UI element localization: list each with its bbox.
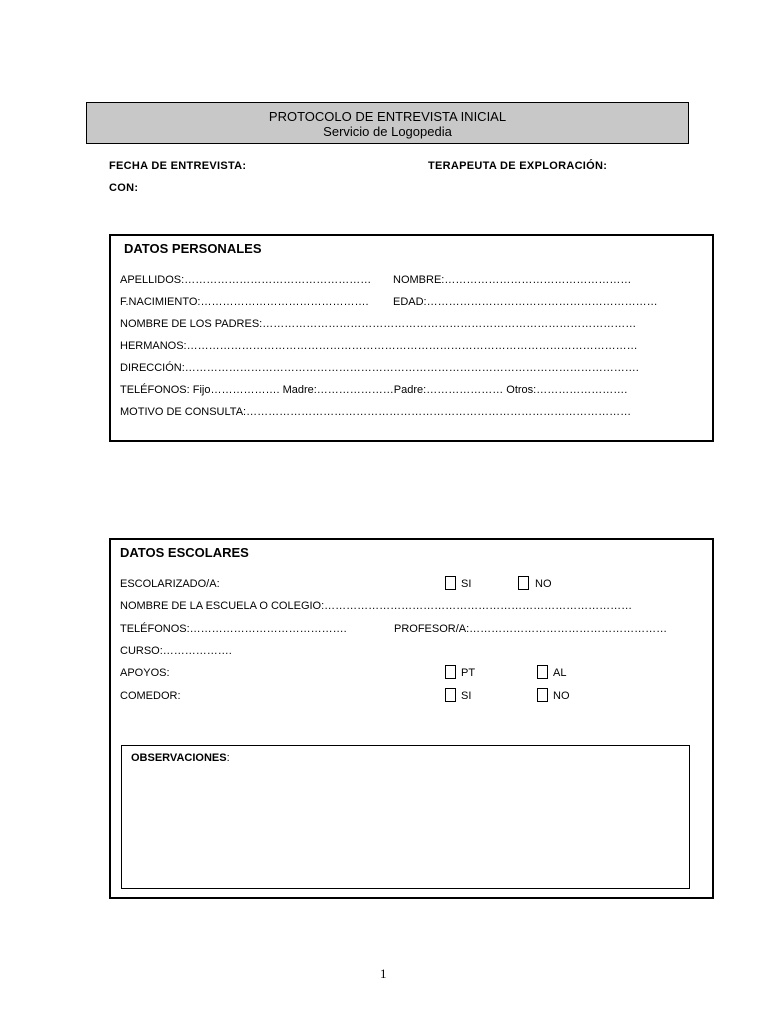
datos-escolares-title: DATOS ESCOLARES: [120, 545, 249, 560]
apoyos-al-checkbox[interactable]: [537, 665, 548, 679]
apoyos-pt-label: PT: [461, 667, 476, 679]
datos-personales-title: DATOS PERSONALES: [124, 241, 262, 256]
comedor-no-checkbox[interactable]: [537, 688, 548, 702]
apoyos-label: APOYOS:: [120, 667, 170, 679]
page-number: 1: [380, 966, 387, 981]
observaciones-label: [131, 752, 230, 764]
comedor-no-label: NO: [553, 690, 570, 702]
nombre-field[interactable]: NOMBRE:……………………………………………: [393, 274, 632, 286]
con-label: CON:: [109, 182, 139, 194]
observaciones-label-colon: :: [226, 752, 230, 764]
document-header: [86, 102, 689, 144]
escolarizado-no-checkbox[interactable]: [518, 576, 529, 590]
observaciones-label-text: OBSERVACIONES: [131, 752, 227, 764]
terapeuta-label: TERAPEUTA DE EXPLORACIÓN:: [428, 160, 608, 172]
apellidos-field[interactable]: APELLIDOS:……………………………………………: [120, 274, 372, 286]
apoyos-al-label: AL: [553, 667, 567, 679]
escolarizado-si-checkbox[interactable]: [445, 576, 456, 590]
escuela-field[interactable]: NOMBRE DE LA ESCUELA O COLEGIO:…………………………………………………………………………: [120, 600, 633, 612]
apoyos-pt-checkbox[interactable]: [445, 665, 456, 679]
comedor-label: COMEDOR:: [120, 690, 181, 702]
hermanos-field[interactable]: HERMANOS:……………………………………………………………………………………………………………: [120, 340, 638, 352]
comedor-si-label: SI: [461, 690, 472, 702]
edad-field[interactable]: EDAD:………………………………………………………: [393, 296, 658, 308]
motivo-field[interactable]: MOTIVO DE CONSULTA:……………………………………………………………………………………………: [120, 406, 632, 418]
document-title: PROTOCOLO DE ENTREVISTA INICIAL: [268, 109, 507, 124]
profesor-field[interactable]: PROFESOR/A:………………………………………………: [394, 623, 668, 635]
document-subtitle: Servicio de Logopedia: [323, 124, 452, 139]
telefonos-field[interactable]: TELÉFONOS: Fijo………………. Madre:…………………Padre:………………… Otros:…………………….: [120, 384, 628, 396]
comedor-si-checkbox[interactable]: [445, 688, 456, 702]
escolarizado-si-label: SI: [461, 578, 472, 590]
curso-field[interactable]: CURSO:……………….: [120, 645, 232, 657]
padres-field[interactable]: NOMBRE DE LOS PADRES:…………………………………………………………………………………………: [120, 318, 637, 330]
direccion-field[interactable]: DIRECCIÓN:…………………………………………………………………………………………………………….: [120, 362, 639, 374]
observaciones-box[interactable]: [121, 745, 690, 889]
escolarizado-no-label: NO: [535, 578, 552, 590]
nacimiento-field[interactable]: F.NACIMIENTO:……………………………………….: [120, 296, 369, 308]
escolares-telefonos-field[interactable]: TELÉFONOS:…………………………………….: [120, 623, 347, 635]
fecha-label: FECHA DE ENTREVISTA:: [109, 160, 247, 172]
escolarizado-label: ESCOLARIZADO/A:: [120, 578, 220, 590]
